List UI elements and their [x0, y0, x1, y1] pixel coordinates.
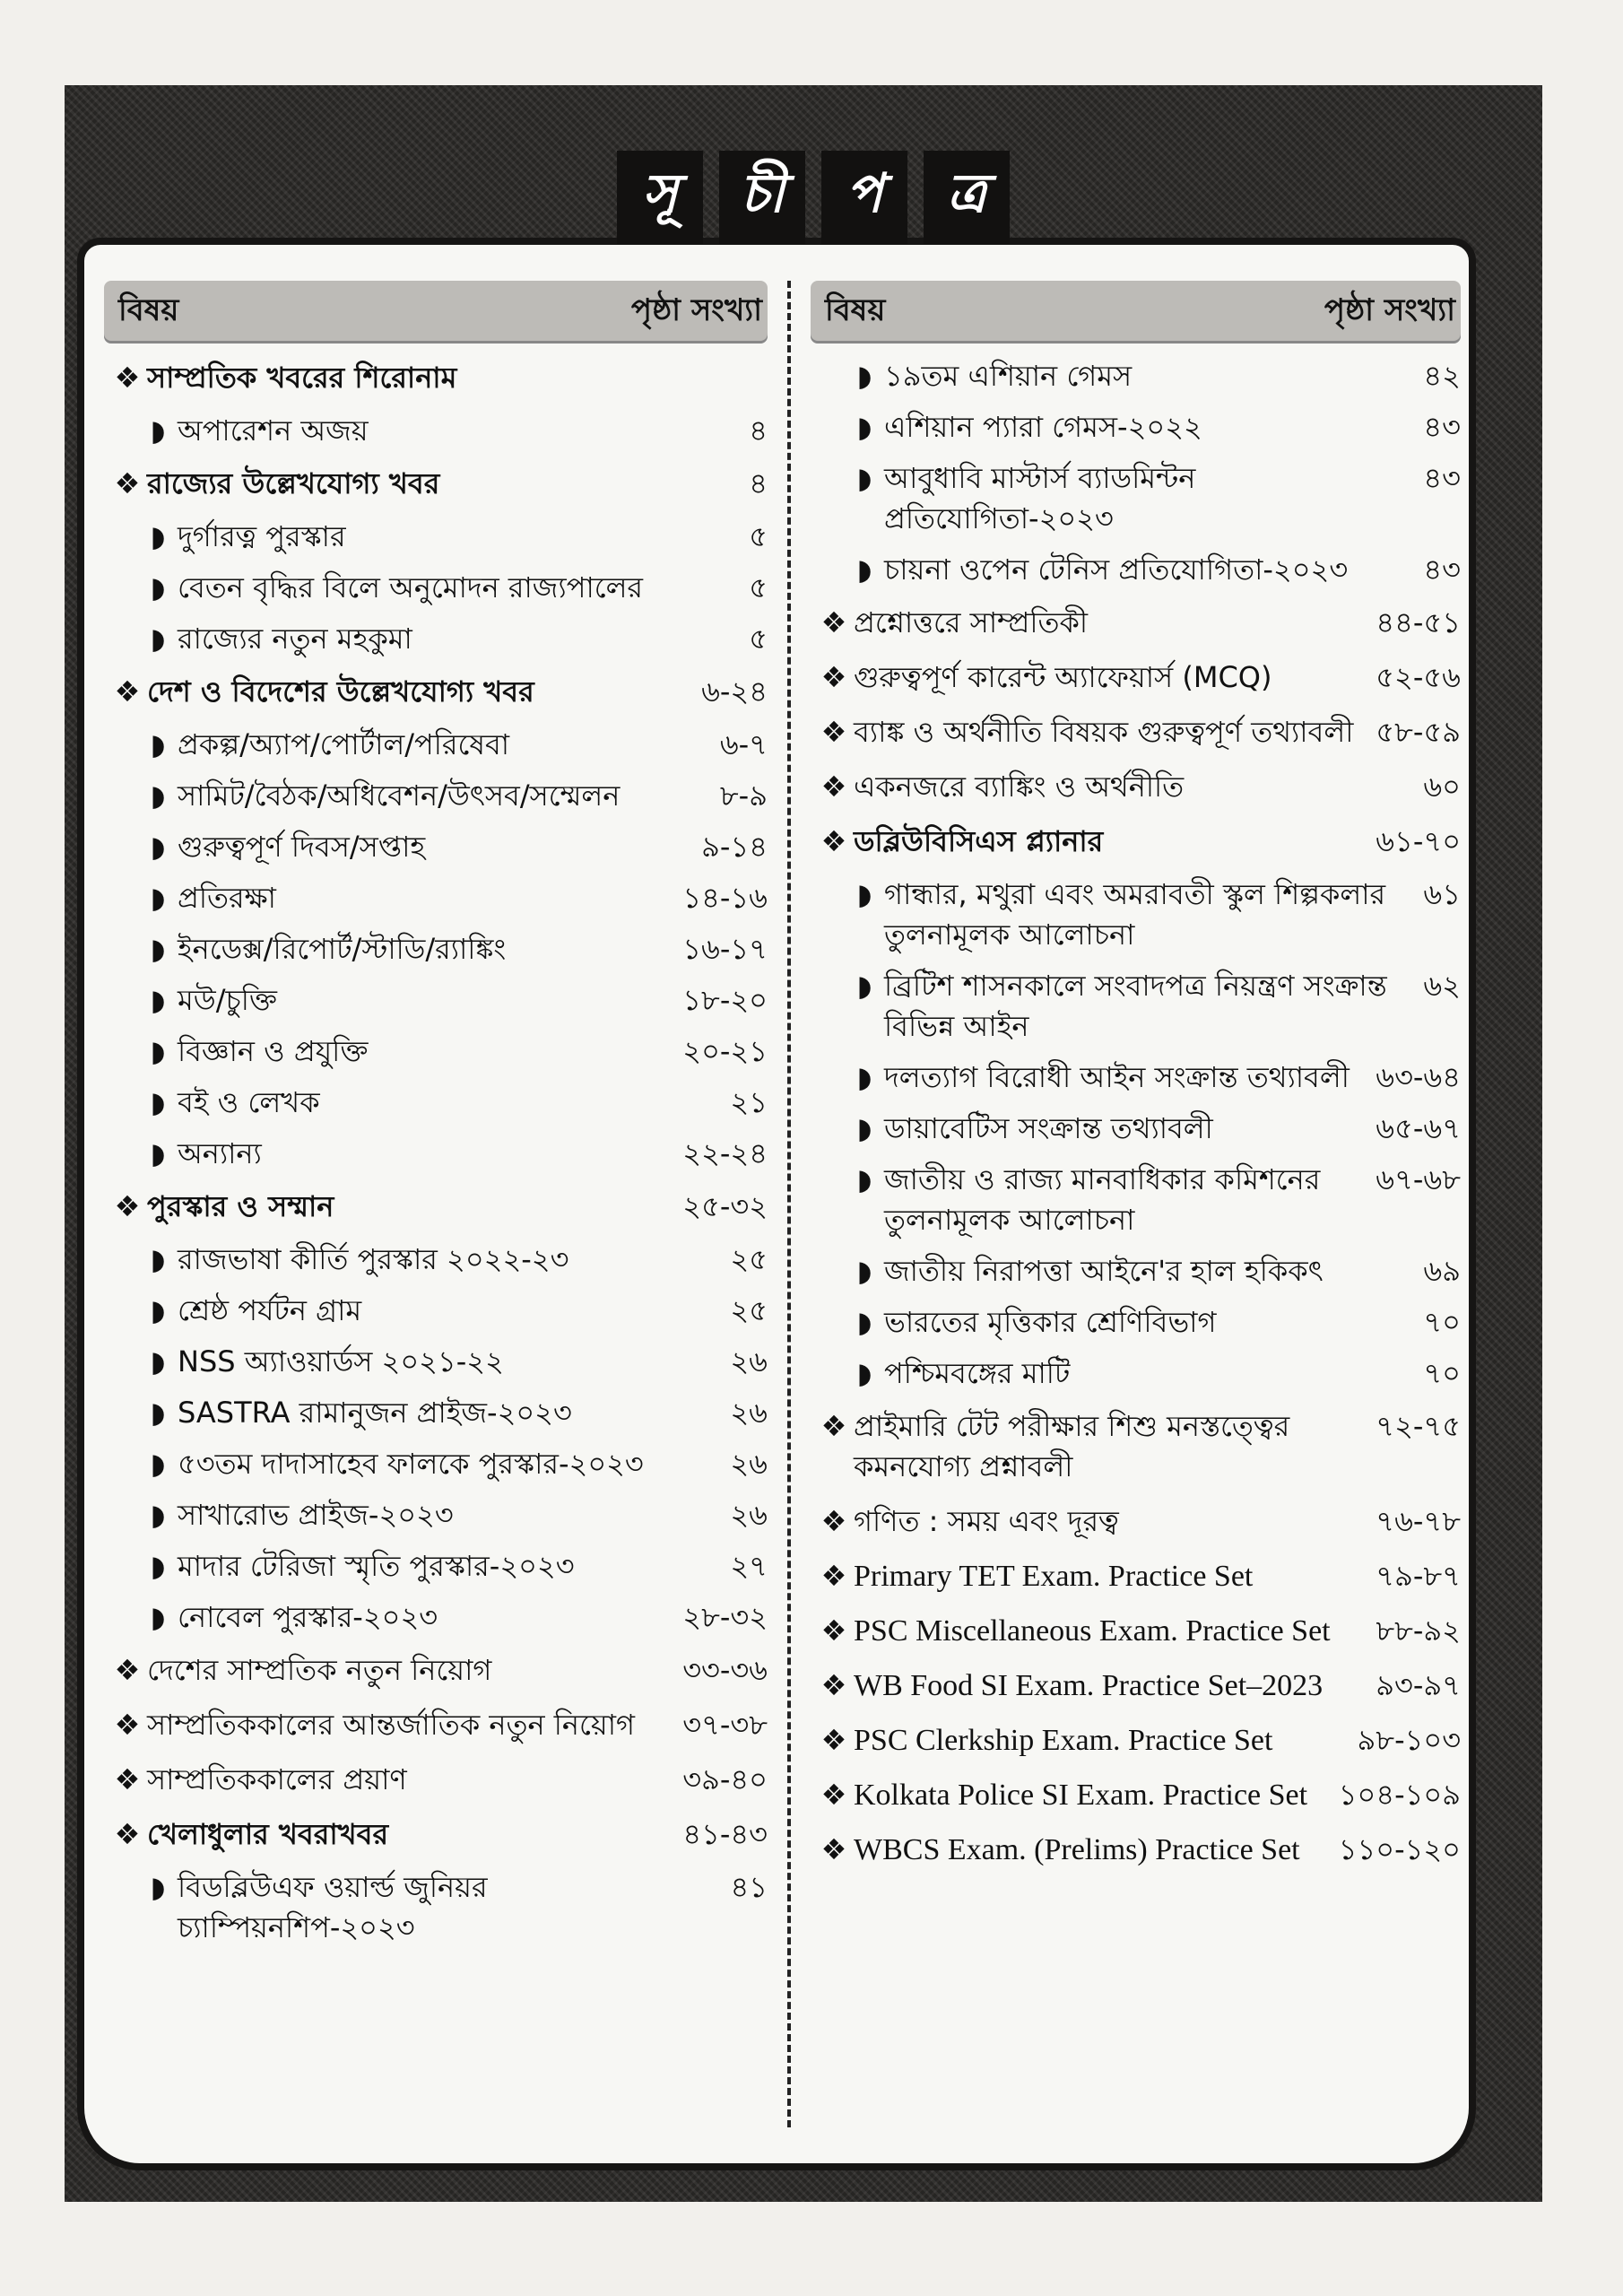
toc-subentry — [811, 1103, 1461, 1154]
toc-subentry — [811, 1246, 1461, 1297]
title-letter: সূ — [617, 151, 703, 244]
toc-subentry — [811, 351, 1461, 402]
entry-label — [104, 1814, 673, 1855]
toc-subentry — [104, 873, 768, 924]
entry-page-number: ৬-৭ — [719, 727, 768, 761]
entry-label — [104, 1291, 705, 1331]
column-divider — [787, 281, 791, 2127]
entry-title: PSC Clerkship Exam. Practice Set — [854, 1724, 1273, 1757]
entry-label — [811, 407, 1398, 448]
entry-page-number: ২৫ — [730, 1242, 768, 1276]
entry-title: ভারতের মৃত্তিকার শ্রেণিবিভাগ — [884, 1305, 1217, 1339]
half-circle-bullet-icon: ◗ — [150, 830, 166, 864]
entry-title: প্রকল্প/অ্যাপ/পোর্টাল/পরিষেবা — [178, 727, 510, 761]
toc-subentry — [104, 1285, 768, 1336]
toc-subentry — [104, 511, 768, 562]
half-circle-bullet-icon: ◗ — [856, 359, 872, 393]
entry-title: ইনডেক্স/রিপোর্ট/স্টাডি/র‍্যাঙ্কিং — [178, 932, 507, 966]
entry-title: WBCS Exam. (Prelims) Practice Set — [854, 1833, 1300, 1866]
entry-title: ১৯তম এশিয়ান গেমস — [884, 359, 1133, 393]
entry-label — [811, 1720, 1349, 1761]
toc-subentry — [104, 1490, 768, 1541]
entry-title: বেতন বৃদ্ধির বিলে অনুমোদন রাজ্যপালের — [178, 570, 644, 604]
title-letter: চী — [719, 151, 805, 244]
entry-page-number: ৪৩ — [1423, 552, 1461, 587]
entry-title: অন্যান্য — [178, 1136, 262, 1170]
toc-subentry — [104, 1862, 768, 1953]
diamond-bullet-icon: ❖ — [820, 605, 847, 639]
entry-page-number: ৩৯-৪০ — [682, 1762, 768, 1796]
entry-label — [811, 1302, 1398, 1343]
half-circle-bullet-icon: ◗ — [150, 881, 166, 915]
entry-page-number: ১৪-১৬ — [682, 881, 768, 915]
diamond-bullet-icon: ❖ — [820, 660, 847, 694]
entry-title: গুরুত্বপূর্ণ কারেন্ট অ্যাফেয়ার্স (MCQ) — [854, 660, 1272, 694]
entry-label — [104, 1187, 673, 1227]
half-circle-bullet-icon: ◗ — [150, 727, 166, 761]
entry-label — [811, 1501, 1367, 1542]
header-subject: বিষয় — [118, 291, 179, 328]
entry-title: সাম্প্রতিককালের প্রয়াণ — [147, 1762, 407, 1796]
entry-title: খেলাধুলার খবরাখবর — [147, 1817, 389, 1851]
entry-title: বিডব্লিউএফ ওয়ার্ল্ড জুনিয়র চ্যাম্পিয়নশিপ-২০২৩ — [178, 1870, 488, 1944]
half-circle-bullet-icon: ◗ — [150, 519, 166, 553]
toc-section — [811, 596, 1461, 650]
entry-label — [811, 1830, 1330, 1870]
entry-label — [811, 356, 1398, 396]
toc-subentry — [104, 924, 768, 975]
right-column — [811, 281, 1461, 2092]
contents-title — [617, 151, 1010, 244]
half-circle-bullet-icon: ◗ — [150, 1344, 166, 1378]
half-circle-bullet-icon: ◗ — [856, 877, 872, 911]
entry-label — [104, 1134, 673, 1174]
entry-title: মউ/চুক্তি — [178, 983, 277, 1017]
entry-page-number: ৬৭-৬৮ — [1376, 1162, 1461, 1196]
toc-section — [811, 1713, 1461, 1768]
entry-title: দেশ ও বিদেশের উল্লেখযোগ্য খবর — [147, 674, 534, 709]
entry-title: চায়না ওপেন টেনিস প্রতিযোগিতা-২০২৩ — [884, 552, 1349, 587]
half-circle-bullet-icon: ◗ — [150, 570, 166, 604]
half-circle-bullet-icon: ◗ — [150, 1242, 166, 1276]
entry-label — [104, 878, 673, 918]
entry-title: আবুধাবি মাস্টার্স ব্যাডমিন্টন প্রতিযোগিতা-২০২৩ — [884, 461, 1196, 535]
entry-title: দলত্যাগ বিরোধী আইন সংক্রান্ত তথ্যাবলী — [884, 1060, 1350, 1094]
entry-label — [104, 1393, 705, 1433]
entry-label — [811, 712, 1367, 752]
entry-title: রাজ্যের উল্লেখযোগ্য খবর — [147, 466, 440, 500]
diamond-bullet-icon: ❖ — [114, 361, 141, 395]
toc-subentry — [104, 1336, 768, 1387]
entry-label — [104, 827, 692, 867]
entry-title: ব্রিটিশ শাসনকালে সংবাদপত্র নিয়ন্ত্রণ সংক্রান্ত বিভিন্ন আইন — [884, 969, 1387, 1043]
entry-label — [104, 1650, 673, 1691]
diamond-bullet-icon: ❖ — [114, 1708, 141, 1742]
entry-label — [811, 1556, 1367, 1596]
entry-title: গণিত : সময় এবং দূরত্ব — [854, 1504, 1119, 1538]
entry-page-number: ৯-১৪ — [701, 830, 768, 864]
toc-subentry — [104, 1077, 768, 1128]
diamond-bullet-icon: ❖ — [820, 1613, 847, 1648]
toc-subentry — [104, 613, 768, 665]
half-circle-bullet-icon: ◗ — [150, 1293, 166, 1327]
diamond-bullet-icon: ❖ — [114, 1762, 141, 1796]
entry-page-number: ২৬ — [730, 1447, 768, 1481]
entry-label — [811, 1251, 1398, 1292]
entry-title: SASTRA রামানুজন প্রাইজ-২০২৩ — [178, 1396, 572, 1430]
toc-subentry — [104, 770, 768, 822]
entry-page-number: ৫ — [749, 622, 768, 656]
entry-label — [104, 1239, 705, 1280]
toc-section — [811, 1822, 1461, 1877]
entry-page-number: ৬২ — [1423, 969, 1461, 1003]
entry-label — [811, 1406, 1367, 1487]
entry-title: প্রশ্নোত্তরে সাম্প্রতিকী — [854, 605, 1089, 639]
entry-label — [104, 1546, 705, 1587]
entry-page-number: ১০৪-১০৯ — [1338, 1778, 1461, 1812]
entry-page-number: ২১ — [730, 1085, 768, 1119]
entry-label — [104, 1705, 673, 1745]
entry-label — [104, 1760, 673, 1800]
entry-title: গুরুত্বপূর্ণ দিবস/সপ্তাহ — [178, 830, 426, 864]
entry-label — [104, 1083, 705, 1123]
entry-label — [811, 822, 1367, 862]
diamond-bullet-icon: ❖ — [114, 466, 141, 500]
entry-page-number: ৮৮-৯২ — [1376, 1613, 1461, 1648]
entry-label — [811, 1109, 1367, 1149]
half-circle-bullet-icon: ◗ — [856, 1111, 872, 1145]
entry-title: রাজভাষা কীর্তি পুরস্কার ২০২২-২৩ — [178, 1242, 569, 1276]
entry-page-number: ১৬-১৭ — [682, 932, 768, 966]
entry-page-number: ৪ — [749, 413, 768, 448]
entry-page-number: ৪১-৪৩ — [682, 1817, 768, 1851]
entry-title: দেশের সাম্প্রতিক নতুন নিয়োগ — [147, 1653, 492, 1687]
entry-title: প্রাইমারি টেট পরীক্ষার শিশু মনস্তত্ত্বের কমনযোগ্য প্রশ্নাবলী — [854, 1409, 1290, 1483]
toc-section — [104, 1807, 768, 1862]
half-circle-bullet-icon: ◗ — [150, 1396, 166, 1430]
entry-title: ৫৩তম দাদাসাহেব ফালকে পুরস্কার-২০২৩ — [178, 1447, 644, 1481]
entry-title: ডায়াবেটিস সংক্রান্ত তথ্যাবলী — [884, 1111, 1213, 1145]
toc-section — [104, 351, 768, 405]
toc-section — [811, 1768, 1461, 1822]
entry-page-number: ৭৬-৭৮ — [1376, 1504, 1461, 1538]
entry-label — [104, 517, 705, 557]
left-entries — [104, 351, 768, 1953]
entry-label — [811, 767, 1398, 807]
right-entries — [811, 351, 1461, 1877]
diamond-bullet-icon: ❖ — [820, 715, 847, 749]
toc-subentry — [811, 402, 1461, 453]
entry-title: প্রতিরক্ষা — [178, 881, 276, 915]
entry-page-number: ৬৫-৬৭ — [1376, 1111, 1461, 1145]
entry-title: NSS অ্যাওয়ার্ডস ২০২১-২২ — [178, 1344, 504, 1378]
entry-page-number: ৮-৯ — [719, 778, 768, 813]
entry-page-number: ৬০ — [1423, 770, 1461, 804]
entry-label — [104, 1342, 705, 1382]
entry-label — [811, 1057, 1367, 1098]
toc-section — [811, 1604, 1461, 1658]
toc-subentry — [104, 562, 768, 613]
header-page: পৃষ্ঠা সংখ্যা — [1324, 291, 1455, 328]
title-letter: প — [821, 151, 907, 244]
entry-label — [104, 1031, 673, 1072]
toc-subentry — [104, 1592, 768, 1643]
title-letter: ত্র — [924, 151, 1010, 244]
entry-page-number: ৪৪-৫১ — [1376, 605, 1461, 639]
entry-page-number: ২০-২১ — [682, 1034, 768, 1068]
toc-subentry — [811, 544, 1461, 596]
entry-label — [104, 568, 705, 608]
diamond-bullet-icon: ❖ — [114, 1817, 141, 1851]
entry-page-number: ৬৩-৬৪ — [1376, 1060, 1461, 1094]
half-circle-bullet-icon: ◗ — [150, 1498, 166, 1532]
entry-page-number: ৭৯-৮৭ — [1376, 1559, 1461, 1593]
entry-label — [104, 464, 705, 504]
entry-page-number: ৩৩-৩৬ — [682, 1653, 768, 1687]
diamond-bullet-icon: ❖ — [820, 1559, 847, 1593]
toc-section — [811, 814, 1461, 869]
entry-title: দুর্গারত্ন পুরস্কার — [178, 519, 346, 553]
toc-subentry — [811, 453, 1461, 544]
half-circle-bullet-icon: ◗ — [856, 1356, 872, 1390]
entry-label — [811, 657, 1367, 698]
entry-page-number: ৬৯ — [1423, 1254, 1461, 1288]
half-circle-bullet-icon: ◗ — [856, 1305, 872, 1339]
entry-label — [811, 603, 1367, 643]
entry-page-number: ৫৮-৫৯ — [1376, 715, 1461, 749]
column-header — [811, 281, 1461, 344]
toc-subentry — [104, 1387, 768, 1439]
entry-label — [811, 1353, 1398, 1394]
entry-page-number: ৫২-৫৬ — [1376, 660, 1461, 694]
entry-label — [104, 1444, 705, 1484]
half-circle-bullet-icon: ◗ — [150, 622, 166, 656]
entry-page-number: ৪১ — [730, 1870, 768, 1904]
half-circle-bullet-icon: ◗ — [150, 1085, 166, 1119]
header-page: পৃষ্ঠা সংখ্যা — [630, 291, 762, 328]
entry-page-number: ৭০ — [1423, 1305, 1461, 1339]
entry-title: গান্ধার, মথুরা এবং অমরাবতী স্কুল শিল্পকলার তুলনামূলক আলোচনা — [884, 877, 1386, 952]
half-circle-bullet-icon: ◗ — [150, 1870, 166, 1904]
entry-title: একনজরে ব্যাঙ্কিং ও অর্থনীতি — [854, 770, 1185, 804]
entry-page-number: ৫ — [749, 570, 768, 604]
header-subject: বিষয় — [825, 291, 886, 328]
half-circle-bullet-icon: ◗ — [150, 413, 166, 448]
diamond-bullet-icon: ❖ — [820, 1778, 847, 1812]
diamond-bullet-icon: ❖ — [114, 674, 141, 709]
diamond-bullet-icon: ❖ — [820, 1668, 847, 1702]
entry-page-number: ৭০ — [1423, 1356, 1461, 1390]
entry-label — [104, 725, 705, 765]
entry-page-number: ৩৭-৩৮ — [682, 1708, 768, 1742]
entry-title: সাম্প্রতিককালের আন্তর্জাতিক নতুন নিয়োগ — [147, 1708, 635, 1742]
entry-title: সাম্প্রতিক খবরের শিরোনাম — [147, 361, 457, 395]
toc-section — [811, 1549, 1461, 1604]
diamond-bullet-icon: ❖ — [820, 1723, 847, 1757]
entry-page-number: ২৬ — [730, 1344, 768, 1378]
entry-label — [104, 1495, 705, 1535]
toc-subentry — [104, 719, 768, 770]
half-circle-bullet-icon: ◗ — [856, 552, 872, 587]
entry-title: PSC Miscellaneous Exam. Practice Set — [854, 1614, 1331, 1648]
entry-page-number: ২৮-৩২ — [682, 1600, 768, 1634]
toc-subentry — [104, 1026, 768, 1077]
entry-page-number: ২৭ — [730, 1549, 768, 1583]
entry-title: সাখারোভ প্রাইজ-২০২৩ — [178, 1498, 454, 1532]
toc-subentry — [104, 1128, 768, 1179]
entry-title: জাতীয় ও রাজ্য মানবাধিকার কমিশনের তুলনামূলক আলোচনা — [884, 1162, 1321, 1237]
toc-section — [811, 1399, 1461, 1494]
entry-title: অপারেশন অজয় — [178, 413, 369, 448]
entry-label — [811, 874, 1398, 955]
entry-page-number: ২৫ — [730, 1293, 768, 1327]
entry-page-number: ৬১ — [1423, 877, 1461, 911]
toc-section — [811, 760, 1461, 814]
toc-subentry — [104, 822, 768, 873]
entry-label — [811, 550, 1398, 590]
half-circle-bullet-icon: ◗ — [856, 1162, 872, 1196]
entry-label — [104, 358, 705, 398]
entry-label — [104, 929, 673, 970]
diamond-bullet-icon: ❖ — [820, 770, 847, 804]
entry-title: পশ্চিমবঙ্গের মাটি — [884, 1356, 1071, 1390]
entry-page-number: ৪ — [749, 466, 768, 500]
entry-page-number: ২৫-৩২ — [682, 1189, 768, 1223]
entry-title: Kolkata Police SI Exam. Practice Set — [854, 1779, 1308, 1812]
entry-title: বই ও লেখক — [178, 1085, 320, 1119]
diamond-bullet-icon: ❖ — [820, 1832, 847, 1866]
toc-section — [104, 457, 768, 511]
half-circle-bullet-icon: ◗ — [150, 1034, 166, 1068]
entry-page-number: ২৬ — [730, 1396, 768, 1430]
entry-title: শ্রেষ্ঠ পর্যটন গ্রাম — [178, 1293, 362, 1327]
entry-label — [104, 411, 705, 451]
diamond-bullet-icon: ❖ — [820, 824, 847, 858]
half-circle-bullet-icon: ◗ — [150, 1600, 166, 1634]
half-circle-bullet-icon: ◗ — [150, 932, 166, 966]
toc-subentry — [811, 961, 1461, 1052]
half-circle-bullet-icon: ◗ — [150, 983, 166, 1017]
entry-label — [104, 776, 705, 816]
entry-title: Primary TET Exam. Practice Set — [854, 1560, 1254, 1593]
toc-section — [104, 1643, 768, 1698]
toc-subentry — [104, 1439, 768, 1490]
entry-label — [104, 1867, 705, 1948]
toc-section — [104, 1179, 768, 1234]
entry-page-number: ৭২-৭৫ — [1376, 1409, 1461, 1443]
half-circle-bullet-icon: ◗ — [150, 1447, 166, 1481]
entry-title: রাজ্যের নতুন মহকুমা — [178, 622, 412, 656]
entry-page-number: ৬১-৭০ — [1376, 824, 1461, 858]
entry-page-number: ১৮-২০ — [682, 983, 768, 1017]
entry-label — [811, 966, 1398, 1047]
entry-page-number: ১১০-১২০ — [1338, 1832, 1461, 1866]
entry-page-number: ৯৮-১০৩ — [1357, 1723, 1461, 1757]
entry-label — [104, 1597, 673, 1638]
toc-subentry — [104, 405, 768, 457]
toc-subentry — [811, 1297, 1461, 1348]
diamond-bullet-icon: ❖ — [114, 1653, 141, 1687]
entry-page-number: ৫ — [749, 519, 768, 553]
entry-title: সামিট/বৈঠক/অধিবেশন/উৎসব/সম্মেলন — [178, 778, 621, 813]
entry-title: নোবেল পুরস্কার-২০২৩ — [178, 1600, 438, 1634]
entry-page-number: ৯৩-৯৭ — [1376, 1668, 1461, 1702]
half-circle-bullet-icon: ◗ — [856, 461, 872, 495]
entry-page-number: ৪২ — [1423, 359, 1461, 393]
half-circle-bullet-icon: ◗ — [150, 778, 166, 813]
entry-page-number: ২৬ — [730, 1498, 768, 1532]
entry-title: WB Food SI Exam. Practice Set–2023 — [854, 1669, 1324, 1702]
entry-label — [811, 1160, 1367, 1240]
entry-page-number: ৪৩ — [1423, 410, 1461, 444]
entry-page-number: ৬-২৪ — [701, 674, 768, 709]
toc-subentry — [104, 975, 768, 1026]
entry-title: পুরস্কার ও সম্মান — [147, 1189, 334, 1223]
toc-subentry — [104, 1541, 768, 1592]
entry-page-number: ২২-২৪ — [682, 1136, 768, 1170]
entry-page-number: ৪৩ — [1423, 461, 1461, 495]
entry-label — [811, 1611, 1367, 1651]
entry-title: এশিয়ান প্যারা গেমস-২০২২ — [884, 410, 1202, 444]
contents-panel — [77, 238, 1476, 2170]
entry-label — [104, 672, 692, 712]
entry-title: বিজ্ঞান ও প্রযুক্তি — [178, 1034, 369, 1068]
half-circle-bullet-icon: ◗ — [856, 1254, 872, 1288]
toc-section — [104, 665, 768, 719]
half-circle-bullet-icon: ◗ — [856, 969, 872, 1003]
half-circle-bullet-icon: ◗ — [856, 1060, 872, 1094]
column-header — [104, 281, 768, 344]
diamond-bullet-icon: ❖ — [114, 1189, 141, 1223]
entry-label — [104, 980, 673, 1021]
entry-label — [811, 1665, 1367, 1706]
toc-subentry — [811, 869, 1461, 961]
half-circle-bullet-icon: ◗ — [150, 1136, 166, 1170]
toc-section — [104, 1698, 768, 1752]
toc-section — [811, 1658, 1461, 1713]
entry-title: মাদার টেরিজা স্মৃতি পুরস্কার-২০২৩ — [178, 1549, 575, 1583]
entry-title: ব্যাঙ্ক ও অর্থনীতি বিষয়ক গুরুত্বপূর্ণ তথ্যাবলী — [854, 715, 1354, 749]
left-column — [104, 281, 768, 2092]
entry-title: ডব্লিউবিসিএস প্ল্যানার — [854, 824, 1104, 858]
entry-label — [811, 458, 1398, 539]
entry-label — [104, 619, 705, 659]
toc-subentry — [104, 1234, 768, 1285]
toc-subentry — [811, 1154, 1461, 1246]
toc-section — [811, 650, 1461, 705]
toc-subentry — [811, 1348, 1461, 1399]
half-circle-bullet-icon: ◗ — [150, 1549, 166, 1583]
diamond-bullet-icon: ❖ — [820, 1409, 847, 1443]
toc-section — [104, 1752, 768, 1807]
half-circle-bullet-icon: ◗ — [856, 410, 872, 444]
toc-section — [811, 1494, 1461, 1549]
toc-subentry — [811, 1052, 1461, 1103]
diamond-bullet-icon: ❖ — [820, 1504, 847, 1538]
entry-title: জাতীয় নিরাপত্তা আইনে'র হাল হকিকৎ — [884, 1254, 1324, 1288]
toc-section — [811, 705, 1461, 760]
entry-label — [811, 1775, 1330, 1815]
